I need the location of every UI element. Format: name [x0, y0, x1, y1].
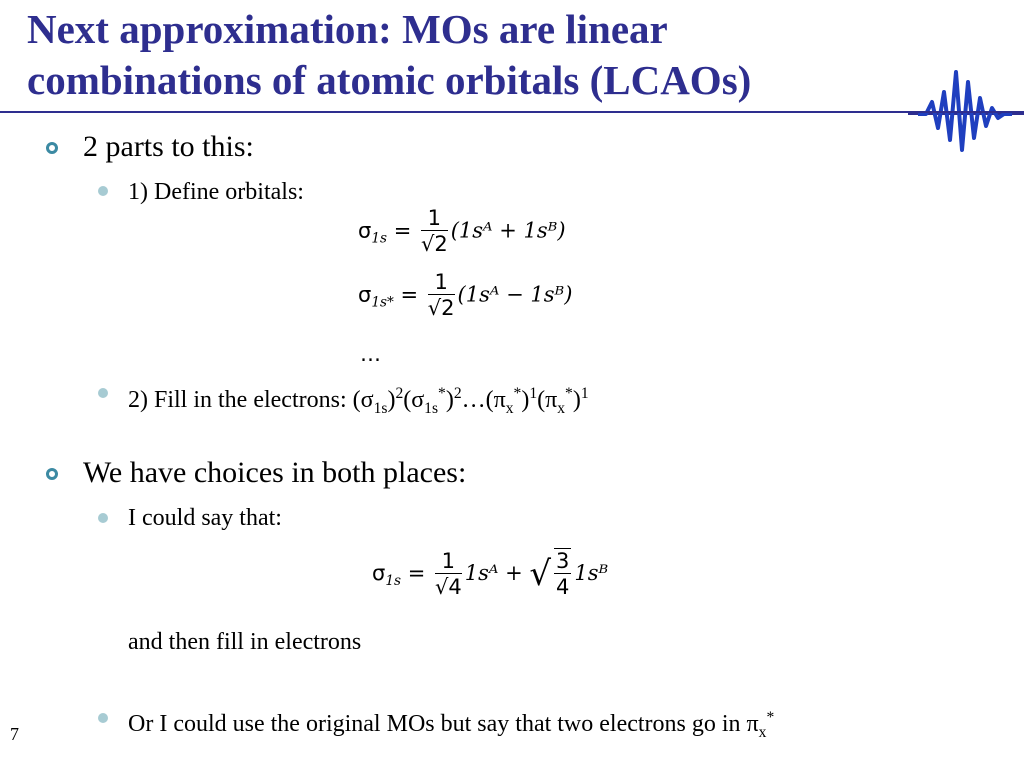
subbullet-dot-icon — [98, 186, 108, 196]
equation-ellipsis: … — [360, 342, 381, 366]
wave-logo-icon — [908, 62, 1024, 154]
subbullet-define-orbitals: 1) Define orbitals: — [128, 179, 304, 205]
bullet-parts: 2 parts to this: — [83, 130, 254, 163]
subbullet-dot-icon — [98, 388, 108, 398]
bullet-choices: We have choices in both places: — [83, 456, 467, 489]
subbullet-could-say: I could say that: — [128, 505, 282, 531]
page-number: 7 — [10, 724, 19, 744]
equation-sigma-1s-star: $\sigma_{1s*}$ = $\frac{1}{√2}$ (1sᴬ − 1sᴮ) — [358, 270, 573, 320]
text-fill-electrons: and then fill in electrons — [128, 629, 362, 655]
subbullet-original-mos: Or I could use the original MOs but say that two electrons go in $\pi_x^*$ — [128, 709, 775, 741]
slide-title: Next approximation: MOs are linear combinations of atomic orbitals (LCAOs) — [27, 6, 752, 103]
subbullet-dot-icon — [98, 513, 108, 523]
bullet-ring-icon — [46, 468, 58, 480]
title-rule — [0, 111, 1024, 113]
equation-weighted-sigma: $\sigma_{1s}$ = $\frac{1}{√4}$ 1sᴬ + √ $\frac{3}{4}$ 1sᴮ — [372, 548, 609, 599]
subbullet-dot-icon — [98, 713, 108, 723]
equation-sigma-1s: $\sigma_{1s}$ = $\frac{1}{√2}$ (1sᴬ + 1sᴮ) — [358, 206, 566, 256]
subbullet-fill-electrons: 2) Fill in the electrons: $(\sigma_{1s})^2(\sigma_{1s}^*)^2\dots(\pi_x^*)^1(\pi_x^*)^1$ — [128, 385, 589, 417]
bullet-ring-icon — [46, 142, 58, 154]
